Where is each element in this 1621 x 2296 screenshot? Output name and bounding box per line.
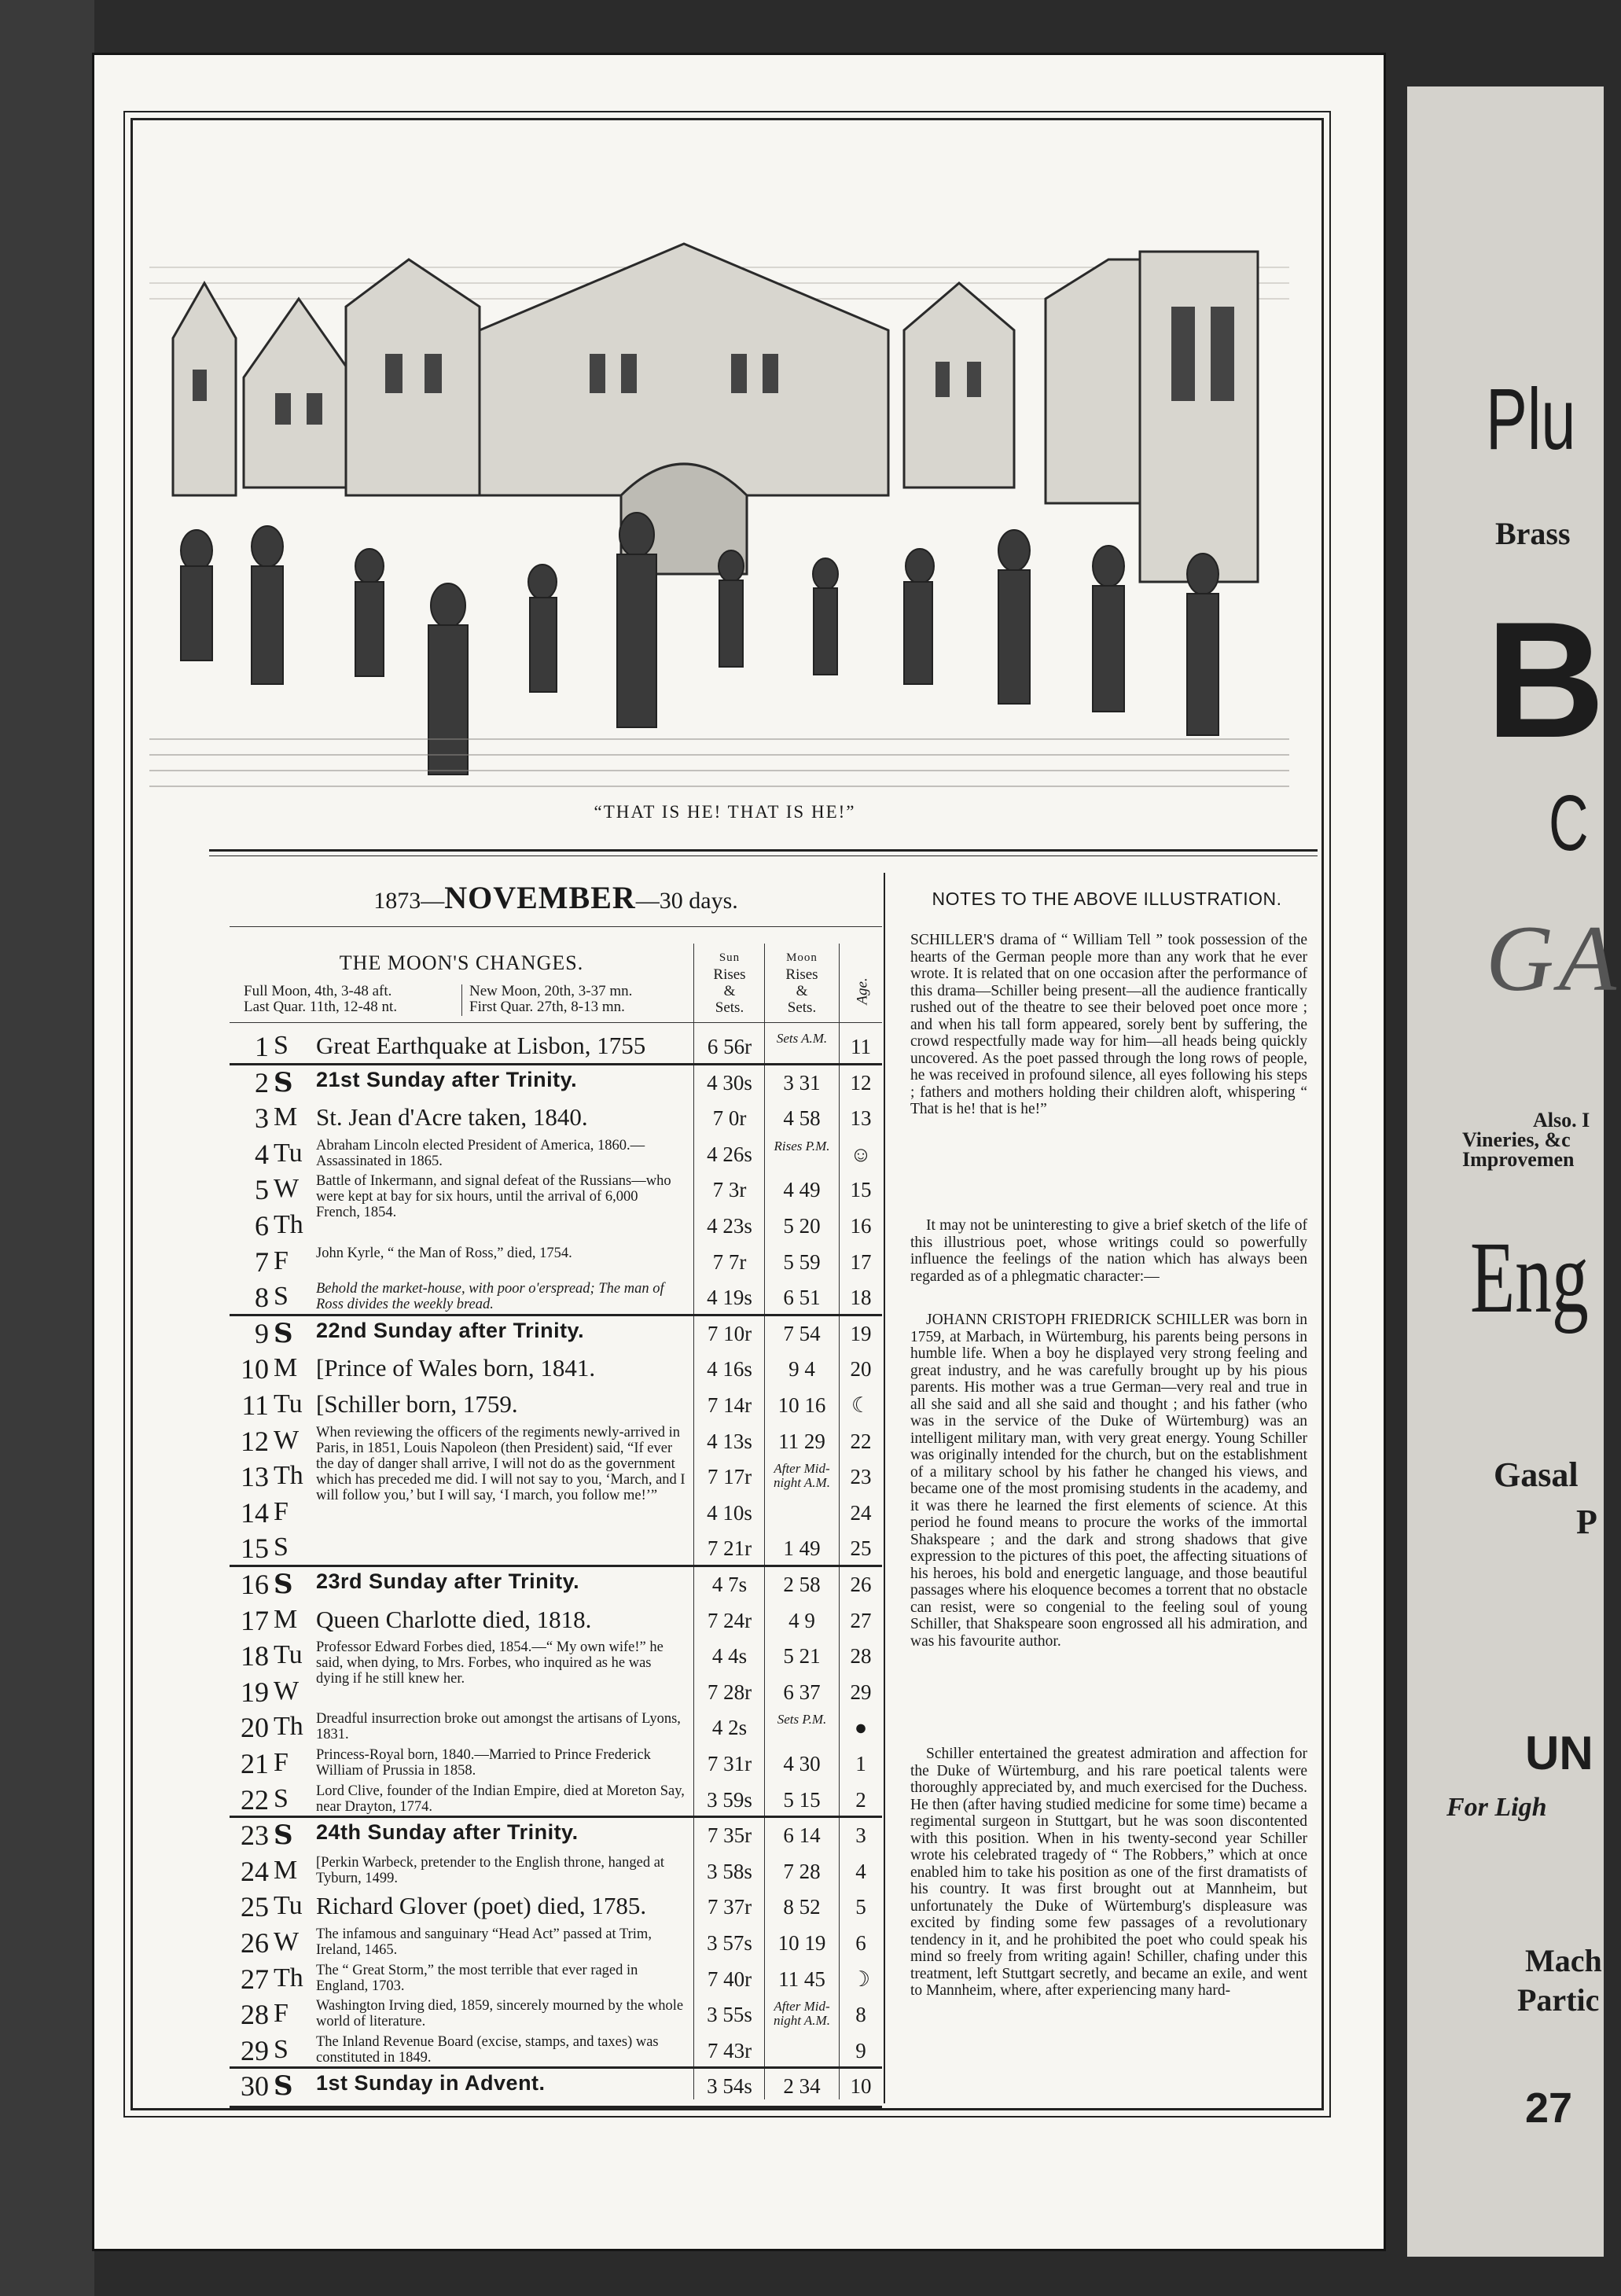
day-of-week: Th [274,1963,303,1992]
event-text: The infamous and sanguinary “Head Act” passed at Trim, Ireland, 1465. [316,1926,652,1958]
day-number: 2 [255,1066,269,1098]
day-of-week: S [274,1820,293,1852]
day-row [230,1387,882,1423]
age-column-header: Age. [854,977,871,1005]
day-row [230,1674,882,1710]
moon-age: 13 [850,1106,872,1131]
moon-phase: First Quar. 27th, 8-13 mn. [469,999,625,1015]
sun-time: 7 40r [707,1967,752,1991]
day-of-week: Tu [274,1138,303,1168]
day-number: 20 [241,1712,269,1744]
moon-time: 6 37 [783,1680,821,1704]
moon-time: 5 20 [783,1214,821,1238]
event-text: Abraham Lincoln elected President of America, 1860.—Assassinated in 1865. [316,1137,645,1169]
day-of-week: F [274,1999,289,2029]
moon-age: 26 [850,1573,872,1596]
day-number: 26 [241,1927,269,1959]
ad-fragment: P [1576,1503,1597,1541]
day-row [230,1351,882,1387]
moon-age: 9 [855,2038,866,2062]
moon-time: Sets P.M. [777,1712,827,1728]
illustration-caption: “THAT IS HE! THAT IS HE!” [594,802,856,822]
day-row [230,1996,882,2033]
day-row [230,2068,882,2104]
event-text: When reviewing the officers of the regiments newly-arrived in Paris, in 1851, Louis Napoleon (then President) said, “If ever the day of danger shall arrive, I will not do as the government which has preceded me did. I will not say to you, ‘March, and I will follow you,’ but I will say, ‘I march, you follow me!’” [316,1424,686,1503]
moon-age: 18 [850,1286,872,1310]
event-text: 24th Sunday after Trinity. [316,1820,579,1845]
notes-title: NOTES TO THE ABOVE ILLUSTRATION. [932,889,1282,909]
moon-changes-title: THE MOON'S CHANGES. [339,951,584,974]
ad-fragment: 27 [1525,2084,1573,2132]
event-text: Great Earthquake at Lisbon, 1755 [316,1032,646,1059]
moon-age: 10 [850,2074,872,2099]
sun-time: 7 31r [707,1752,752,1775]
sun-time: 4 26s [707,1142,752,1166]
day-row [230,1566,882,1602]
facing-page-advertisement [1407,86,1621,2257]
day-row [230,1889,882,1925]
moon-age: ● [854,1716,868,1740]
day-of-week: S [274,1282,289,1312]
divider [209,855,1318,856]
week-divider [230,1063,882,1065]
day-number: 16 [241,1569,269,1600]
event-text: Richard Glover (poet) died, 1785. [316,1892,647,1920]
month-name: NOVEMBER [444,880,636,915]
sun-time: 7 0r [712,1106,747,1131]
day-number: 4 [255,1138,269,1170]
ad-fragment: Mach [1525,1943,1602,1978]
sun-time: 4 30s [707,1070,752,1095]
sun-time: 7 10r [707,1321,752,1345]
moon-phase: New Moon, 20th, 3-37 mn. [469,983,633,999]
event-text: 1st Sunday in Advent. [316,2071,546,2095]
calendar-section [230,865,882,2115]
moon-age: 22 [850,1429,872,1453]
day-row [230,1100,882,1136]
ad-fragment: B [1486,587,1605,772]
day-of-week: Tu [274,1389,303,1418]
notes-paragraph: It may not be uninteresting to give a brief sketch of the life of this illustrious poet, whose writings could so powerfully influence the feelings of the nation which has always been regarded as of a phlegmatic character:— [910,1217,1307,1285]
day-row [230,1638,882,1687]
day-number: 27 [241,1963,269,1995]
event-text: The “ Great Storm,” the most terrible that ever raged in England, 1703. [316,1962,638,1994]
moon-time: 6 14 [783,1823,821,1848]
day-number: 15 [241,1533,269,1565]
event-text: Princess-Royal born, 1840.—Married to Prince Frederick William of Prussia in 1858. [316,1747,651,1779]
sun-time: 4 19s [707,1286,752,1310]
day-number: 10 [241,1353,269,1385]
event-text: Battle of Inkermann, and signal defeat of the Russians—who were kept at bay for six hours, until the arrival of 6,000 French, 1854. [316,1173,671,1221]
sun-time: 7 14r [707,1393,752,1417]
day-number: 29 [241,2034,269,2066]
moon-age: 15 [850,1178,872,1202]
ad-fragment: For Ligh [1446,1793,1547,1822]
ad-fragment: Also. I [1533,1109,1590,1131]
day-number: 24 [241,1855,269,1887]
moon-age: 17 [850,1249,872,1274]
book-binding [0,0,94,2296]
day-of-week: S [274,1783,289,1813]
day-row [230,1961,882,1997]
sun-time: 7 43r [707,2038,752,2062]
sun-time: 7 17r [707,1465,752,1489]
moon-time: 10 16 [777,1393,826,1417]
day-row [230,1208,882,1244]
sun-time: 7 3r [712,1178,747,1202]
ad-fragment: Gasal [1494,1455,1579,1494]
moon-age: 16 [850,1214,872,1238]
sun-column-header [697,950,762,1016]
week-divider [230,1314,882,1316]
column-divider [884,873,885,2103]
day-row [230,2033,882,2069]
moon-age: 6 [855,1931,866,1955]
moon-age: 24 [850,1500,872,1525]
day-number: 8 [255,1282,269,1314]
moon-age: 29 [850,1680,872,1704]
moon-age: 3 [855,1823,866,1848]
day-number: 13 [241,1461,269,1493]
day-of-week: F [274,1246,289,1275]
moon-time: 7 54 [783,1321,821,1345]
event-text: 21st Sunday after Trinity. [316,1067,578,1091]
day-row [230,1817,882,1853]
day-row [230,1065,882,1101]
moon-column-header [766,950,837,1016]
day-of-week: W [274,1174,300,1204]
day-number: 30 [241,2070,269,2103]
engraving-illustration [149,236,1289,802]
day-row [230,1853,882,1889]
moon-age: 20 [850,1357,872,1382]
day-number: 18 [241,1640,269,1672]
moon-age: ☾ [851,1393,871,1417]
day-of-week: Th [274,1461,303,1491]
moon-header-line: & [796,983,808,999]
sun-time: 7 21r [707,1536,752,1561]
day-row [230,1925,882,1961]
moon-time: 1 49 [783,1536,821,1561]
moon-age: 12 [850,1070,872,1095]
moon-time: 2 34 [783,2074,821,2099]
day-number: 22 [241,1783,269,1816]
day-number: 7 [255,1246,269,1278]
notes-section [902,865,1311,2115]
sun-time: 4 7s [711,1573,748,1596]
week-divider [230,1816,882,1818]
moon-time: 5 59 [783,1249,821,1274]
day-row [230,1495,882,1531]
moon-time: 3 31 [783,1070,821,1095]
sun-header-line: Rises [713,966,746,983]
day-number: 23 [241,1820,269,1852]
day-number: 17 [241,1604,269,1636]
month-heading: 1873—NOVEMBER—30 days. [373,880,738,915]
table-bottom-rule [230,2106,882,2108]
sun-header-line: Sun [719,951,741,964]
sun-time: 7 35r [707,1823,752,1848]
sun-time: 7 24r [707,1608,752,1632]
moon-time: 6 51 [783,1286,821,1310]
event-text: Washington Irving died, 1859, sincerely mourned by the whole world of literature. [316,1998,684,2030]
day-row [230,1459,882,1495]
sun-time: 4 16s [707,1357,752,1382]
ad-fragment: C [1549,779,1589,867]
sun-time: 6 56r [707,1035,752,1058]
ad-fragment: Eng [1470,1221,1589,1334]
day-number: 19 [241,1676,269,1708]
day-number: 12 [241,1425,269,1457]
day-of-week: Th [274,1712,303,1742]
moon-age: 25 [850,1536,872,1561]
day-row [230,1028,882,1065]
event-text: [Perkin Warbeck, pretender to the English throne, hanged at Tyburn, 1499. [316,1854,665,1886]
moon-phase: Last Quar. 11th, 12-48 nt. [244,999,398,1015]
moon-time: 4 9 [788,1608,815,1632]
day-row [230,1279,882,1315]
ad-fragment: Vineries, &c [1462,1128,1571,1151]
notes-paragraph: SCHILLER'S drama of “ William Tell ” took possession of the hearts of the German people more than any work that he ever wrote. It is related that on one occasion after the performance of this drama—Schiller being present—all the audience frantically rushed out of the theatre to see their beloved poet once more ; and when his tall form appeared, sorely bent by suffering, the crowd respectfully made way for him—all heads being quickly uncovered. As the poet passed through the long rows of people, he was received in profound silence, all eyes following his steps ; fathers and mothers holding their children aloft, whispering “ That is he! that is he!” [910,932,1307,1117]
day-of-week: F [274,1748,289,1777]
sun-time: 7 28r [707,1680,752,1704]
day-number: 3 [255,1102,269,1135]
sun-header-line: & [723,983,736,999]
day-of-week: S [274,2070,293,2103]
moon-age: 2 [855,1787,866,1812]
moon-time: After Mid-night A.M. [774,1999,830,2029]
moon-time: Rises P.M. [774,1138,830,1154]
day-number: 9 [255,1317,269,1349]
moon-time: 10 19 [777,1931,826,1955]
ad-fragment: UN [1525,1727,1593,1779]
day-row [230,1709,882,1746]
moon-time: 8 52 [783,1895,821,1919]
moon-time: 4 30 [783,1752,821,1775]
sun-time: 4 2s [711,1716,748,1740]
sun-header-line: Sets. [715,999,744,1016]
moon-time: 4 58 [783,1106,821,1131]
moon-time: 5 21 [783,1644,821,1669]
sun-time: 7 37r [707,1895,752,1919]
event-text: [Schiller born, 1759. [316,1390,518,1418]
moon-age: 8 [855,2003,866,2027]
moon-phase: Full Moon, 4th, 3-48 aft. [244,983,392,999]
day-row [230,1172,882,1221]
event-text: Dreadful insurrection broke out amongst the artisans of Lyons, 1831. [316,1711,681,1743]
sun-time: 3 59s [707,1787,752,1812]
ad-fragment: Partic [1517,1982,1600,2018]
divider [461,984,462,1016]
day-row [230,1530,882,1566]
moon-age: 11 [851,1035,871,1058]
day-of-week: M [274,1855,298,1885]
ad-fragment: Brass [1495,516,1571,551]
notes-paragraph: JOHANN CRISTOPH FRIEDRICK SCHILLER was born in 1759, at Marbach, in Würtemburg, his parents being persons in humble life. When a boy he displayed very strong feeling and great industry, and he was carefully brought up by his pious parents. His mother was a true German—very real and true in all she said and all she said and thought ; and his father (who was in the service of the Duke of Würtemburg) was an intelligent military man, with very great energy. Young Schiller was originally intended for the church, but on the establishment of a military school by his father he changed his views, and became one of the most promising students in the academy, and it was there he learned the first elements of science. At this period he found means to procure the works of the immortal Shakspeare ; and the dark and strong shadows that give expression to the pictures of this poet, the affecting situations of his heroes, his bold and energetic language, and those beautiful passages where his eloquence becomes a torrent that no obstacle can resist, were so congenial to the feeling soul of young Schiller, that Shakspeare soon engrossed all his admiration, and was his favourite author. [910,1312,1307,1650]
day-row [230,1136,882,1172]
day-of-week: S [274,1066,293,1098]
event-text: 22nd Sunday after Trinity. [316,1318,585,1342]
event-text: [Prince of Wales born, 1841. [316,1354,596,1382]
moon-time: Sets A.M. [776,1031,828,1046]
moon-header-line: Rises [785,966,818,983]
day-of-week: M [274,1102,298,1132]
moon-age: 28 [850,1644,872,1669]
day-of-week: W [274,1425,300,1455]
day-of-week: W [274,1676,300,1705]
week-divider [230,1565,882,1567]
notes-paragraph: Schiller entertained the greatest admiration and affection for the Duke of Würtemburg, and his rare poetical talents were thoroughly appreciated by, and much exercised for the Duchess. He then (after having studied medicine for some time) became a regimental surgeon in Stuttgart, but he was soon discontented with this position. When in his twenty-second year Schiller wrote his celebrated tragedy of “ The Robbers,” which at once enabled him to take his position as one of the first dramatists of his country. It was first brought out at Mannheim, but unfortunately the Duke of Würtemburg's displeasure was excited by finding some few passages of a revolutionary tendency in it, and he prohibited the poet who could speak his mind so freely from writing again! Schiller, chafing under this treatment, left Stuttgart secretly, and became an exile, and went to Mannheim, where, after experiencing many hard- [910,1746,1307,1999]
moon-age: 4 [855,1859,866,1883]
moon-age: 1 [855,1752,866,1775]
sun-time: 3 55s [707,2003,752,2027]
moon-age: ☺ [850,1142,872,1166]
day-row [230,1315,882,1352]
sun-time: 3 57s [707,1931,752,1955]
divider [209,849,1318,852]
moon-header-line: Moon [786,951,818,964]
sun-time: 3 58s [707,1859,752,1883]
event-text: Queen Charlotte died, 1818. [316,1605,592,1633]
divider [230,926,882,927]
ad-fragment: Improvemen [1462,1148,1575,1171]
days-count: 30 days. [659,888,738,914]
day-of-week: Th [274,1210,303,1239]
day-number: 11 [241,1389,269,1421]
day-of-week: M [274,1604,298,1634]
day-of-week: S [274,1533,289,1562]
day-of-week: M [274,1353,298,1383]
day-number: 6 [255,1210,269,1242]
moon-age: 27 [850,1608,872,1632]
divider [230,1022,882,1023]
moon-time: 2 58 [783,1573,821,1596]
day-number: 25 [241,1891,269,1923]
event-text: 23rd Sunday after Trinity. [316,1569,580,1593]
day-number: 5 [255,1174,269,1206]
week-divider [230,2066,882,2069]
event-text: Lord Clive, founder of the Indian Empire, died at Moreton Say, near Drayton, 1774. [316,1783,685,1815]
moon-time: 11 45 [778,1967,825,1991]
event-text: Professor Edward Forbes died, 1854.—“ My own wife!” he said, when dying, to Mrs. Forbes, who inquired as he was dying if he still knew her. [316,1639,663,1687]
sun-time: 4 13s [707,1429,752,1453]
sun-time: 7 7r [712,1249,747,1274]
moon-age: ☽ [851,1967,871,1991]
day-of-week: Tu [274,1891,303,1921]
ad-fragment: GA [1486,906,1621,1010]
moon-time: 5 15 [783,1787,821,1812]
day-number: 1 [255,1031,269,1062]
day-row [230,1746,882,1782]
sun-time: 4 10s [707,1500,752,1525]
sun-time: 4 4s [711,1644,748,1669]
moon-time: 7 28 [783,1859,821,1883]
day-row [230,1244,882,1280]
moon-age: 19 [850,1321,872,1345]
day-of-week: F [274,1496,289,1526]
sun-time: 4 23s [707,1214,752,1238]
event-text: John Kyrle, “ the Man of Ross,” died, 1754. [316,1245,572,1261]
day-of-week: S [274,1031,289,1060]
moon-time: 9 4 [788,1357,815,1382]
day-row [230,1602,882,1639]
moon-time: After Mid-night A.M. [774,1461,830,1491]
event-text: St. Jean d'Acre taken, 1840. [316,1103,588,1131]
day-number: 21 [241,1748,269,1779]
day-number: 14 [241,1496,269,1529]
event-text: The Inland Revenue Board (excise, stamps, and taxes) was constituted in 1849. [316,2033,659,2066]
day-of-week: S [274,2034,289,2064]
moon-age: 23 [850,1465,872,1489]
moon-time: 4 49 [783,1178,821,1202]
event-text: Behold the market-house, with poor o'erspread; The man of Ross divides the weekly bread. [316,1281,664,1313]
day-row [230,1782,882,1818]
day-of-week: Tu [274,1640,303,1670]
day-of-week: W [274,1927,300,1956]
moon-time: 11 29 [778,1429,825,1453]
day-of-week: S [274,1317,293,1349]
ad-fragment: Plu [1486,371,1576,468]
moon-age: 5 [855,1895,866,1919]
day-of-week: S [274,1569,293,1600]
year: 1873 [373,888,421,914]
day-number: 28 [241,1999,269,2031]
sun-time: 3 54s [707,2074,752,2099]
moon-header-line: Sets. [787,999,817,1016]
